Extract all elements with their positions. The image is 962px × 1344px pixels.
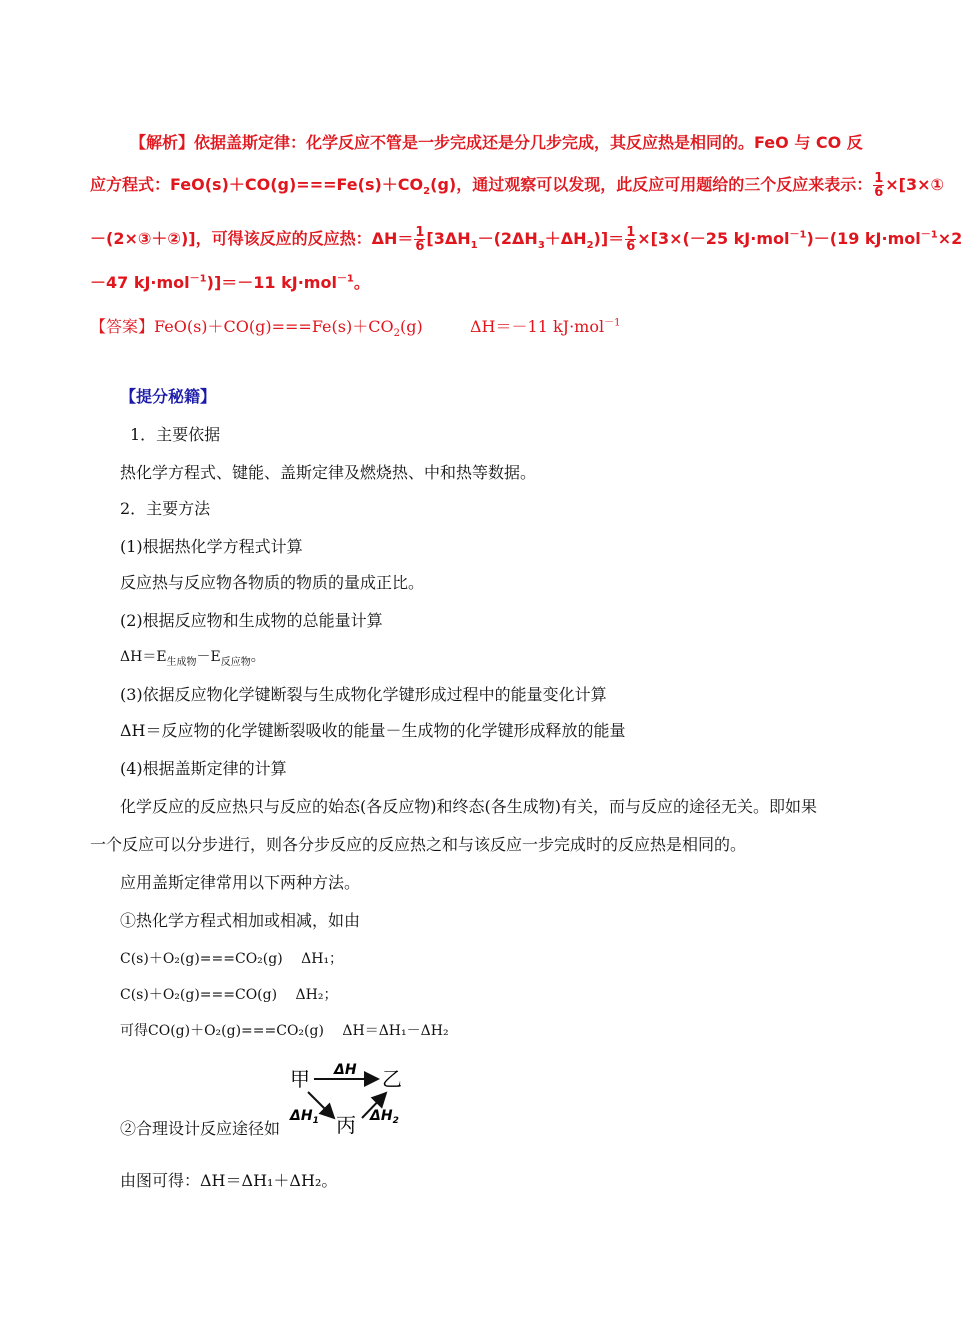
formula-part-c: 。 <box>250 649 265 665</box>
answer-delta-h <box>470 316 620 338</box>
formula-sub-products: 生成物 <box>166 656 197 668</box>
equation-3: 可得CO(g)＋O₂(g)===CO₂(g) ΔH＝ΔH₁－ΔH₂ <box>120 1023 449 1039</box>
formula-part-b: －E <box>196 649 221 665</box>
analysis-text-3a: －(2×③＋②)]，可得该反应的反应热：ΔH＝ <box>90 229 414 248</box>
analysis-line-3: －(2×③＋②)]，可得该反应的反应热：ΔH＝ $\frac{1}{6}$ $[3\Delta H_1-(2\Delta H_3+\Delta H_2)]=$ $\frac{1}{6}$ ×[3×(－25 kJ·mol$^{-1}$)－(19 kJ·mol$^{-1}$×2 <box>90 225 962 254</box>
analysis-tag: 【解析】 <box>130 133 195 152</box>
way-2-title: ②合理设计反应途径如 <box>120 1119 281 1138</box>
node-yi: 乙 <box>382 1067 402 1091</box>
answer-equation: FeO(s)＋CO(g)===Fe(s)＋CO <box>154 317 394 336</box>
section-2-title: 2．主要方法 <box>120 499 211 518</box>
analysis-text-4b: )]＝－11 kJ·mol <box>206 273 337 292</box>
reaction-path-diagram <box>288 1060 418 1140</box>
way-1-title: ①热化学方程式相加或相减，如由 <box>120 911 361 930</box>
analysis-text-3h: ×2 <box>937 229 962 248</box>
analysis-text-3b: [3ΔH <box>426 229 471 248</box>
node-jia: 甲 <box>290 1067 310 1091</box>
analysis-text-1: 依据盖斯定律：化学反应不管是一步完成还是分几步完成，其反应热是相同的。FeO 与 CO 反 <box>194 133 863 152</box>
analysis-text-2c: ×[3×① <box>885 175 945 194</box>
method-4-text-3: 应用盖斯定律常用以下两种方法。 <box>120 873 361 892</box>
analysis-line-1 <box>130 132 863 154</box>
method-1-text: 反应热与反应物各物质的物质的量成正比。 <box>120 573 425 592</box>
answer-delta-h-sup: －1 <box>604 317 621 329</box>
method-2-formula <box>120 646 265 668</box>
analysis-text-2a: 应方程式：FeO(s)＋CO(g)===Fe(s)＋CO <box>90 175 424 194</box>
method-1-title: (1)根据热化学方程式计算 <box>120 537 303 556</box>
analysis-line-2: 应方程式：$FeO(s)+CO(g)===Fe(s)+CO_2(g)$，通过观察可以发现，此反应可用题给的三个反应来表示： $\frac{1}{6}$ ×[3×① <box>90 171 945 200</box>
section-1-text: 热化学方程式、键能、盖斯定律及燃烧热、中和热等数据。 <box>120 463 537 482</box>
answer-delta-h-text: ΔH＝－11 kJ·mol <box>470 317 605 336</box>
answer-tag: 【答案】 <box>90 317 155 336</box>
method-4-text-1: 化学反应的反应热只与反应的始态(各反应物)和终态(各生成物)有关，而与反应的途径无关。即如果 <box>120 797 817 816</box>
label-delta-h: ΔH <box>334 1062 357 1078</box>
conclusion-text: 由图可得：ΔH＝ΔH₁＋ΔH₂。 <box>120 1171 338 1190</box>
method-2-title: (2)根据反应物和生成物的总能量计算 <box>120 611 383 630</box>
section-1-title: 1．主要依据 <box>130 425 221 444</box>
analysis-text-4a: －47 kJ·mol <box>90 273 190 292</box>
fraction-one-sixth: $\frac{1}{6}$ <box>626 225 636 254</box>
analysis-line-4: －47 kJ·mol$^{-1}$)]＝－11 kJ·mol$^{-1}$。 <box>90 273 370 292</box>
analysis-text-3g: )－(19 kJ·mol <box>806 229 921 248</box>
fraction-one-sixth: $\frac{1}{6}$ <box>874 171 884 200</box>
tips-heading: 【提分秘籍】 <box>120 387 217 406</box>
analysis-text-4c: 。 <box>353 273 370 292</box>
answer-line: 【答案】$FeO(s)+CO(g)===Fe(s)+CO_2(g)$ <box>90 317 423 340</box>
answer-equation-end: (g) <box>399 317 423 336</box>
formula-sub-reactants: 反应物 <box>220 656 251 668</box>
analysis-text-2b: (g)，通过观察可以发现，此反应可用题给的三个反应来表示： <box>430 175 873 194</box>
formula-part-a: ΔH＝E <box>120 649 167 665</box>
analysis-text-3f: ×[3×(－25 kJ·mol <box>637 229 790 248</box>
equation-2: C(s)＋O₂(g)===CO(g) ΔH₂； <box>120 987 338 1003</box>
label-delta-h2: $\Delta H_2$ <box>370 1108 399 1126</box>
analysis-text-3d: ＋ΔH <box>544 229 587 248</box>
node-bing: 丙 <box>336 1113 356 1137</box>
fraction-one-sixth: $\frac{1}{6}$ <box>415 225 425 254</box>
label-delta-h1: $\Delta H_1$ <box>290 1108 319 1126</box>
equation-1: C(s)＋O₂(g)===CO₂(g) ΔH₁； <box>120 951 344 967</box>
method-4-title: (4)根据盖斯定律的计算 <box>120 759 287 778</box>
method-3-title: (3)依据反应物化学键断裂与生成物化学键形成过程中的能量变化计算 <box>120 685 607 704</box>
analysis-text-3c: －(2ΔH <box>477 229 538 248</box>
analysis-text-3e: )]＝ <box>593 229 625 248</box>
method-3-text: ΔH＝反应物的化学键断裂吸收的能量－生成物的化学键形成释放的能量 <box>120 721 626 740</box>
method-4-text-2: 一个反应可以分步进行，则各分步反应的反应热之和与该反应一步完成时的反应热是相同的。 <box>90 835 747 854</box>
